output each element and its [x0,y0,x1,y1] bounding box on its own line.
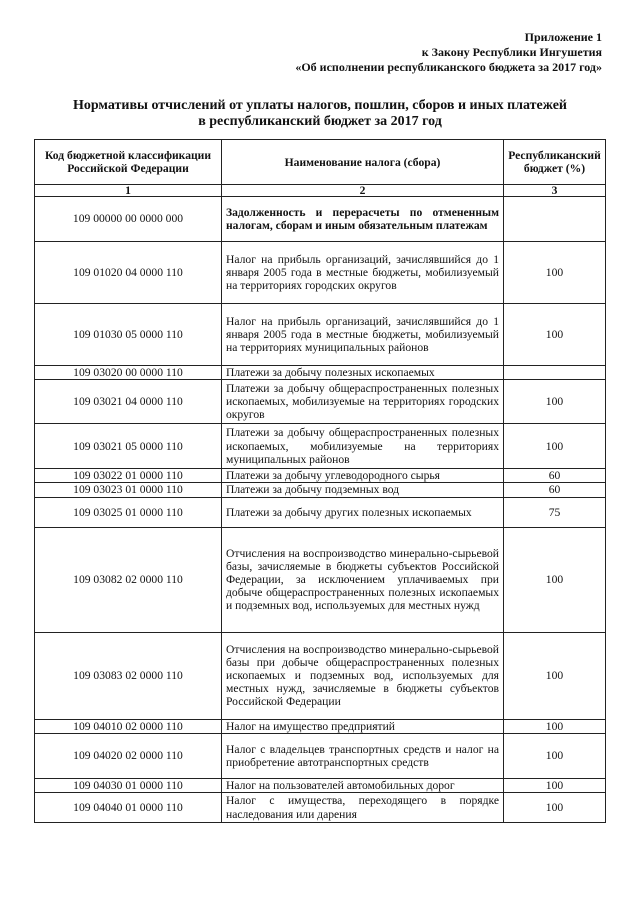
header-name: Наименование налога (сбора) [222,140,504,185]
row-tax-name: Задолженность и перерасчеты по отмененным налогам, сборам и иным обязательным платежам [222,197,504,242]
header-budget: Республиканский бюджет (%) [504,140,606,185]
table-row [35,366,606,380]
tax-norms-table [34,139,606,823]
row-budget-percent: 100 [504,242,606,304]
table-row [35,793,606,823]
row-tax-name: Отчисления на воспроизводство минерально-сырьевой базы, зачисляемые в бюджеты субъектов Российской Федерации, за исключением уплачиваемых при добыче общераспространенных полезных ископаемых и подземных вод, используемых для местных нужд [222,527,504,632]
row-code: 109 04030 01 0000 110 [35,778,222,792]
row-code: 109 04010 02 0000 110 [35,719,222,733]
column-number: 1 [35,185,222,197]
row-code: 109 03021 05 0000 110 [35,424,222,469]
column-number: 2 [222,185,504,197]
table-row [35,304,606,366]
row-code: 109 03023 01 0000 110 [35,483,222,497]
row-code: 109 03083 02 0000 110 [35,632,222,719]
row-budget-percent: 100 [504,632,606,719]
document-title [60,98,580,130]
row-tax-name: Налог на прибыль организаций, зачислявшийся до 1 января 2005 года в местные бюджеты, мобилизуемый на территориях городских округов [222,242,504,304]
row-budget-percent: 75 [504,497,606,527]
table-row [35,778,606,792]
row-tax-name: Платежи за добычу полезных ископаемых [222,366,504,380]
header-code: Код бюджетной классификации Российской Федерации [35,140,222,185]
row-code: 109 00000 00 0000 000 [35,197,222,242]
column-number: 3 [504,185,606,197]
row-tax-name: Платежи за добычу общераспространенных полезных ископаемых, мобилизуемые на территориях городских округов [222,380,504,424]
row-budget-percent: 100 [504,733,606,778]
title-line-2: в республиканский бюджет за 2017 год [198,114,442,129]
title-line-1: Нормативы отчислений от уплаты налогов, пошлин, сборов и иных платежей [72,98,568,113]
table-row [35,469,606,483]
row-tax-name: Платежи за добычу других полезных ископаемых [222,497,504,527]
table-row [35,719,606,733]
row-budget-percent: 60 [504,483,606,497]
table-row [35,197,606,242]
row-tax-name: Налог на пользователей автомобильных дорог [222,778,504,792]
appendix-header [295,30,602,75]
row-tax-name: Налог с владельцев транспортных средств и налог на приобретение автотранспортных средств [222,733,504,778]
row-tax-name: Платежи за добычу общераспространенных полезных ископаемых, мобилизуемые на территориях муниципальных районов [222,424,504,469]
table-row [35,733,606,778]
appendix-number: Приложение 1 [524,30,602,44]
table-row [35,632,606,719]
row-code: 109 03021 04 0000 110 [35,380,222,424]
table-row [35,424,606,469]
table-row [35,483,606,497]
row-code: 109 04020 02 0000 110 [35,733,222,778]
row-tax-name: Отчисления на воспроизводство минерально-сырьевой базы при добыче общераспространенных полезных ископаемых и подземных вод, используемых для местных нужд, зачисляемые в бюджеты субъектов Российской Федерации [222,632,504,719]
row-budget-percent [504,197,606,242]
row-code: 109 03025 01 0000 110 [35,497,222,527]
row-tax-name: Налог с имущества, переходящего в порядке наследования или дарения [222,793,504,823]
row-budget-percent [504,366,606,380]
row-code: 109 01030 05 0000 110 [35,304,222,366]
row-budget-percent: 100 [504,778,606,792]
table-header-row [35,140,606,185]
row-tax-name: Налог на прибыль организаций, зачислявшийся до 1 января 2005 года в местные бюджеты, мобилизуемый на территориях муниципальных районов [222,304,504,366]
row-code: 109 03020 00 0000 110 [35,366,222,380]
row-budget-percent: 100 [504,304,606,366]
row-code: 109 04040 01 0000 110 [35,793,222,823]
appendix-law: к Закону Республики Ингушетия [421,45,602,59]
appendix-law-title: «Об исполнении республиканского бюджета за 2017 год» [295,60,602,74]
row-budget-percent: 100 [504,380,606,424]
row-budget-percent: 60 [504,469,606,483]
column-number-row [35,185,606,197]
table-row [35,380,606,424]
row-code: 109 03082 02 0000 110 [35,527,222,632]
row-tax-name: Платежи за добычу подземных вод [222,483,504,497]
table-row [35,497,606,527]
row-budget-percent: 100 [504,527,606,632]
row-budget-percent: 100 [504,719,606,733]
row-code: 109 01020 04 0000 110 [35,242,222,304]
table-row [35,242,606,304]
row-tax-name: Налог на имущество предприятий [222,719,504,733]
row-budget-percent: 100 [504,793,606,823]
table-row [35,527,606,632]
row-tax-name: Платежи за добычу углеводородного сырья [222,469,504,483]
row-budget-percent: 100 [504,424,606,469]
row-code: 109 03022 01 0000 110 [35,469,222,483]
